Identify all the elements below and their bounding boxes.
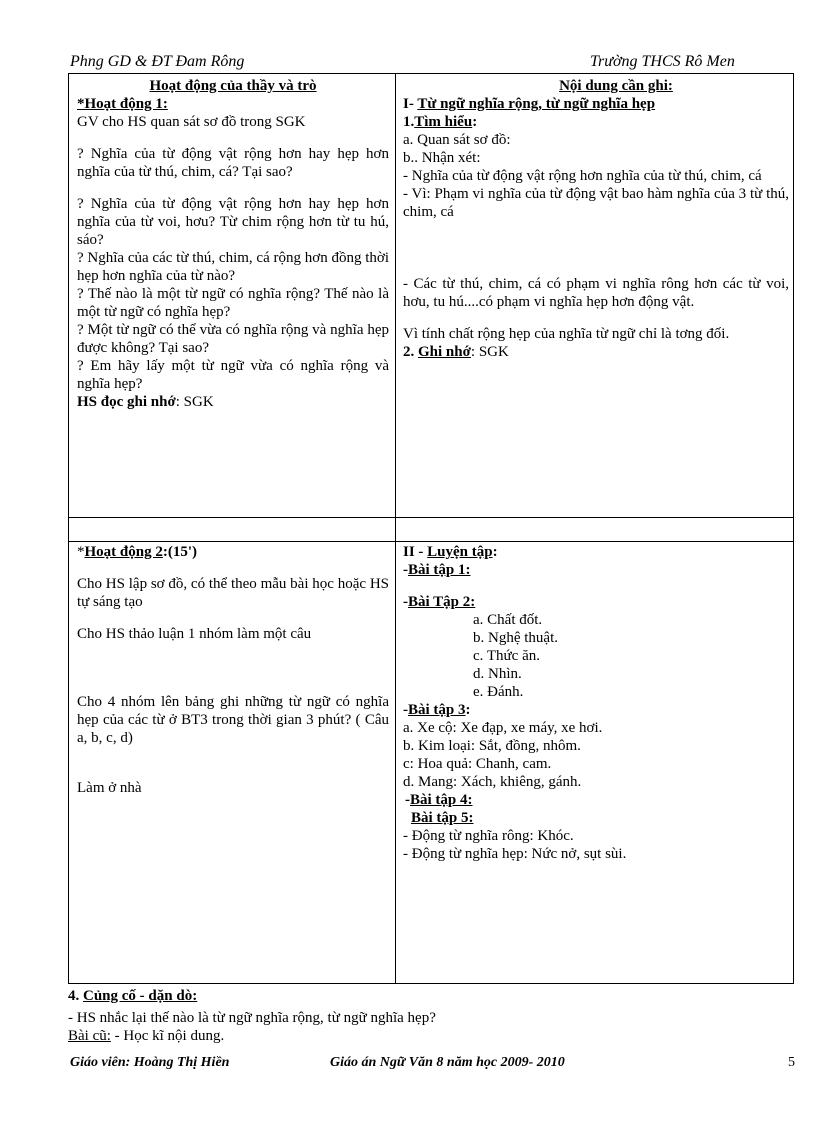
activity2-heading: [77, 543, 389, 561]
exercise3-item: d. Mang: Xách, khiêng, gánh.: [403, 774, 582, 790]
exercise5-item: - Động từ nghĩa rông: Khóc.: [403, 828, 574, 844]
activity2-time: :(15'): [162, 544, 198, 560]
activity1-line: ? Một từ ngữ có thể vừa có nghĩa rộng và nghĩa hẹp được không? Tại sao?: [77, 322, 389, 356]
content-line: a. Quan sát sơ đồ:: [403, 132, 511, 148]
exercise1-heading: Bài tập 1:: [408, 562, 471, 578]
activity2-line: Cho HS thảo luận 1 nhóm làm một câu: [77, 626, 312, 642]
section2-right: II - Luyện tập: -Bài tập 1: -Bài Tập 2: a. Chất đốt. b. Nghệ thuật. c. Thức ăn. d. Nhìn. e. Đánh. -Bài tập 3: a. Xe cộ: Xe đạp, xe máy, xe hơi. b. Kim loại: Sắt, đồng, nhôm. c: Hoa quả: Chanh, cam. d. Mang: Xách, khiêng, gánh. -Bài tập 4: Bài tập 5: - Động từ nghĩa rông: Khóc. - Động từ nghĩa hẹp: Nức nở, sụt sùi.: [403, 543, 789, 863]
part2-prefix: II -: [403, 544, 428, 560]
lesson-table: [68, 73, 794, 984]
exercise4-heading: Bài tập 4:: [410, 792, 473, 808]
header-school-name: Trường THCS Rô Men: [590, 53, 735, 70]
sub2-heading: [403, 343, 789, 361]
summary-title: Củng cố - dặn dò:: [83, 988, 198, 1004]
hs-note-label: HS đọc ghi nhớ: [77, 394, 176, 410]
part1-prefix: I-: [403, 96, 418, 112]
exercise2-item: e. Đánh.: [473, 684, 524, 700]
activity2-star: *: [77, 544, 85, 560]
activity1-line: ? Em hãy lấy một từ ngữ vừa có nghĩa rộng và nghĩa hẹp?: [77, 358, 389, 392]
summary-num: 4.: [68, 988, 83, 1004]
activity1-heading: *Hoạt động 1:: [77, 96, 168, 112]
activity1-line: ? Nghĩa của từ động vật rộng hơn hay hẹp hơn nghĩa của từ voi, hơu? Từ chim rộng hơn từ tu hú, sáo?: [77, 196, 389, 248]
content-line: - Các từ thú, chim, cá có phạm vi nghĩa rông hơn các từ voi, hơu, tu hú....có phạm vi nghĩa hẹp hơn động vật.: [403, 276, 789, 310]
activity2-title: Hoạt động 2: [84, 544, 163, 560]
homework-text: - Học kĩ nội dung.: [110, 1028, 225, 1044]
hs-note-text: : SGK: [175, 394, 214, 410]
homework-label: Bài cũ:: [68, 1028, 111, 1044]
sub1-title: Tìm hiểu: [414, 114, 473, 130]
exercise2-heading: Bài Tập 2:: [408, 594, 476, 610]
exercise3-item: b. Kim loại: Sắt, đồng, nhôm.: [403, 738, 581, 754]
footer-plan: Giáo án Ngữ Văn 8 năm học 2009- 2010: [330, 1055, 565, 1070]
row-divider-2: [69, 541, 793, 542]
exercise2-item: b. Nghệ thuật.: [473, 630, 558, 646]
sub1-num: 1.: [403, 114, 415, 130]
col-left-title: Hoạt động của thầy và trò: [149, 78, 317, 94]
part2-colon: :: [492, 544, 498, 560]
activity1-line: ? Nghĩa của từ động vật rộng hơn hay hẹp hơn nghĩa của từ thú, chim, cá? Tại sao?: [77, 146, 389, 180]
sub2-num: 2.: [403, 344, 418, 360]
exercise5-heading: Bài tập 5:: [411, 810, 474, 826]
exercise2-item: a. Chất đốt.: [473, 612, 543, 628]
exercise3-heading: Bài tập 3: [408, 702, 466, 718]
section1-right: [403, 77, 789, 361]
col-right-title: Nội dung cần ghi:: [559, 78, 673, 94]
sub2-title: Ghi nhớ: [418, 344, 471, 360]
hs-note: [77, 393, 389, 411]
content-line: b.. Nhận xét:: [403, 150, 481, 166]
content-line: Vì tính chất rộng hẹp của nghĩa từ ngữ chỉ là tơng đối.: [403, 326, 730, 342]
exercise2-item: c. Thức ăn.: [473, 648, 540, 664]
activity1-line: ? Nghĩa của các từ thú, chim, cá rộng hơn đồng thời hẹp hơn nghĩa của từ nào?: [77, 250, 389, 284]
homework-line: [68, 1027, 792, 1045]
content-line: - Nghĩa của từ động vật rộng hơn nghĩa của từ thú, chim, cá: [403, 168, 762, 184]
exercise5-item: - Động từ nghĩa hẹp: Nức nở, sụt sùi.: [403, 846, 627, 862]
column-divider: [395, 73, 396, 983]
activity1-line: GV cho HS quan sát sơ đồ trong SGK: [77, 114, 306, 130]
activity2-line: Cho 4 nhóm lên bảng ghi những từ ngữ có nghĩa hẹp của các từ ở BT3 trong thời gian 3 phút? ( Câu a, b, c, d): [77, 694, 389, 746]
part2-heading: [403, 543, 789, 561]
summary-heading: [68, 987, 792, 1005]
summary-section: [68, 987, 792, 1045]
exercise3-item: a. Xe cộ: Xe đạp, xe máy, xe hơi.: [403, 720, 603, 736]
section1-left: [77, 77, 389, 411]
exercise2-item: d. Nhìn.: [473, 666, 522, 682]
sub1-colon: :: [472, 114, 478, 130]
sub1-heading: [403, 113, 789, 131]
section2-left: [77, 543, 389, 797]
sub2-text: : SGK: [470, 344, 509, 360]
part1-heading: [403, 95, 789, 113]
summary-line: - HS nhắc lại thế nào là từ ngữ nghĩa rộng, từ ngữ nghĩa hẹp?: [68, 1010, 436, 1026]
footer-teacher: Giáo viên: Hoàng Thị Hiền: [70, 1055, 230, 1070]
header-school-dept: Phng GD & ĐT Đam Rông: [70, 53, 245, 70]
page-number: 5: [788, 1055, 795, 1070]
activity2-line: Làm ở nhà: [77, 780, 142, 796]
row-divider-1: [69, 517, 793, 518]
exercise3-colon: :: [465, 702, 471, 718]
content-line: - Vì: Phạm vi nghĩa của từ động vật bao hàm nghĩa của 3 từ thú, chim, cá: [403, 186, 789, 220]
activity2-line: Cho HS lập sơ đồ, có thể theo mẫu bài học hoặc HS tự sáng tạo: [77, 576, 389, 610]
exercise3-item: c: Hoa quả: Chanh, cam.: [403, 756, 552, 772]
activity1-line: ? Thế nào là một từ ngữ có nghĩa rộng? Thế nào là một từ ngữ có nghĩa hẹp?: [77, 286, 389, 320]
part2-title: Luyện tập: [427, 544, 493, 560]
part1-title: Từ ngữ nghĩa rộng, từ ngữ nghĩa hẹp: [417, 96, 656, 112]
